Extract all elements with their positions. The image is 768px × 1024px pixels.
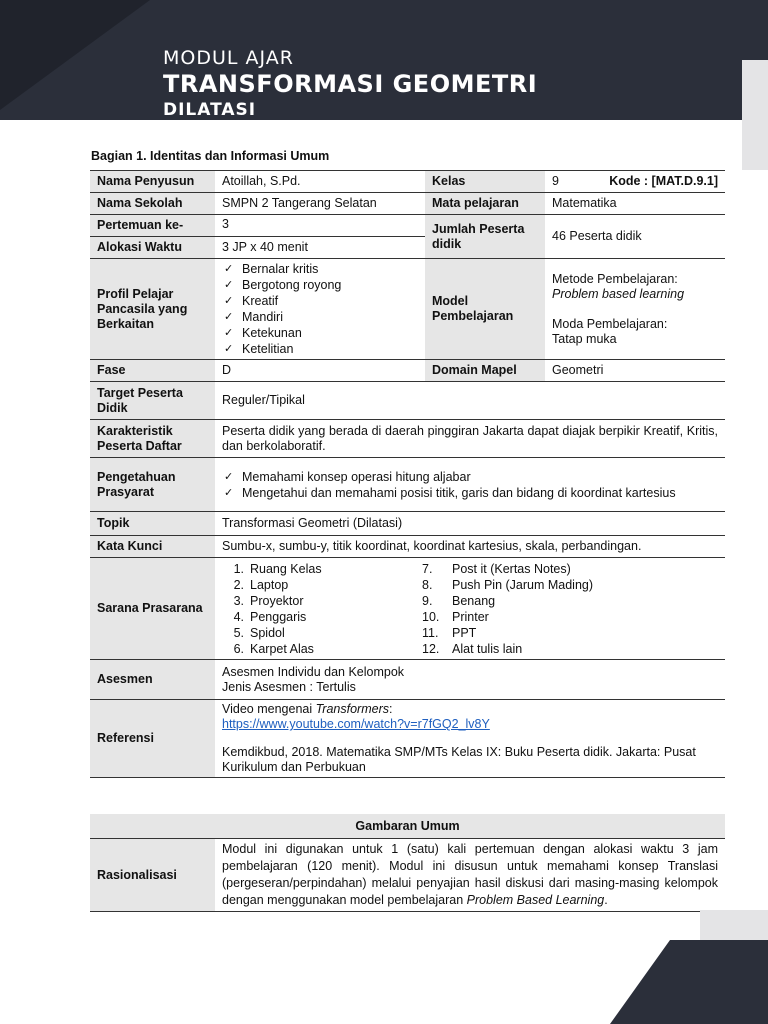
metode-value: Problem based learning <box>552 286 685 301</box>
value-domain: Geometri <box>545 360 725 382</box>
metode-label: Metode Pembelajaran: <box>552 271 678 286</box>
label-model: Model Pembelajaran <box>425 259 545 360</box>
value-prasyarat <box>215 458 725 512</box>
label-fase: Fase <box>90 360 215 382</box>
label-nama-sekolah: Nama Sekolah <box>90 193 215 215</box>
list-item: 1. Ruang Kelas <box>233 561 322 576</box>
list-item: 7. Post it (Kertas Notes) <box>422 561 571 576</box>
ref-book: Kemdikbud, 2018. Matematika SMP/MTs Kelas IX: Buku Peserta didik. Jakarta: Pusat Kurikulum dan Perbukuan <box>222 745 696 774</box>
profil-list <box>222 261 418 357</box>
value-alokasi: 3 JP x 40 menit <box>215 237 425 259</box>
label-asesmen: Asesmen <box>90 660 215 700</box>
label-pertemuan: Pertemuan ke- <box>90 215 215 237</box>
label-referensi: Referensi <box>90 700 215 778</box>
value-kelas <box>545 171 725 193</box>
value-karakteristik: Peserta didik yang berada di daerah pinggiran Jakarta dapat diajak berpikir Kreatif, Kritis, dan berkolaboratif. <box>215 420 725 458</box>
list-item: 8. Push Pin (Jarum Mading) <box>422 577 594 592</box>
prasyarat-list <box>222 469 718 501</box>
ref-video-link[interactable]: https://www.youtube.com/watch?v=r7fGQ2_lv8Y <box>222 717 490 731</box>
label-profil: Profil Pelajar Pancasila yang Berkaitan <box>90 259 215 360</box>
value-fase: D <box>215 360 425 382</box>
list-item: 11. PPT <box>422 625 477 640</box>
label-nama-penyusun: Nama Penyusun <box>90 171 215 193</box>
value-mapel: Matematika <box>545 193 725 215</box>
value-jumlah: 46 Peserta didik <box>545 215 725 259</box>
decoration-top-right <box>742 60 768 170</box>
section-title: Bagian 1. Identitas dan Informasi Umum <box>91 149 330 163</box>
sarana-col1 <box>222 561 422 657</box>
document-header <box>0 0 768 120</box>
kode: Kode : [MAT.D.9.1] <box>609 174 718 188</box>
value-pertemuan: 3 <box>215 215 425 237</box>
list-item: ✓ Mandiri <box>224 309 418 325</box>
header-line1: MODUL AJAR <box>163 47 294 69</box>
value-nama-sekolah: SMPN 2 Tangerang Selatan <box>215 193 425 215</box>
label-karakteristik: Karakteristik Peserta Daftar <box>90 420 215 458</box>
decoration-bottom-right <box>610 940 768 1024</box>
value-topik: Transformasi Geometri (Dilatasi) <box>215 512 725 536</box>
asesmen-line1: Asesmen Individu dan Kelompok <box>222 664 405 679</box>
list-item: ✓ Bergotong royong <box>224 277 418 293</box>
list-item: ✓ Bernalar kritis <box>224 261 418 277</box>
value-nama-penyusun: Atoillah, S.Pd. <box>215 171 425 193</box>
value-kata-kunci: Sumbu-x, sumbu-y, titik koordinat, koordinat kartesius, skala, perbandingan. <box>215 536 725 558</box>
header-decoration <box>0 0 160 120</box>
asesmen-line2: Jenis Asesmen : Tertulis <box>222 679 356 694</box>
label-kata-kunci: Kata Kunci <box>90 536 215 558</box>
label-topik: Topik <box>90 512 215 536</box>
list-item: ✓ Mengetahui dan memahami posisi titik, garis dan bidang di koordinat kartesius <box>224 485 718 501</box>
list-item: ✓ Ketekunan <box>224 325 418 341</box>
identitas-table <box>90 170 725 778</box>
label-mapel: Mata pelajaran <box>425 193 545 215</box>
list-item: 3. Proyektor <box>233 593 304 608</box>
value-rasionalisasi: Modul ini digunakan untuk 1 (satu) kali pertemuan dengan alokasi waktu 3 jam pembelajaran (120 menit). Modul ini disusun untuk memahami konsep Translasi (pergeseran/perpindahan) melalui penyajian hasil diskusi dari masing-masing kelompok dengan menggunakan model pembelajaran Problem Based Learning. <box>215 839 725 912</box>
header-subtitle: DILATASI <box>163 100 257 120</box>
label-prasyarat: Pengetahuan Prasyarat <box>90 458 215 512</box>
ref-video: Video mengenai Transformers: <box>222 702 393 716</box>
gambaran-table <box>90 814 725 912</box>
list-item: ✓ Memahami konsep operasi hitung aljabar <box>224 469 718 485</box>
list-item: 4. Penggaris <box>233 609 307 624</box>
moda-label: Moda Pembelajaran: <box>552 316 668 331</box>
list-item: ✓ Kreatif <box>224 293 418 309</box>
kelas-number: 9 <box>552 174 559 188</box>
list-item: 5. Spidol <box>233 625 285 640</box>
list-item: 6. Karpet Alas <box>233 641 314 656</box>
value-sarana <box>215 558 725 660</box>
label-jumlah: Jumlah Peserta didik <box>425 215 545 259</box>
value-referensi <box>215 700 725 778</box>
list-item: 10. Printer <box>422 609 489 624</box>
value-profil <box>215 259 425 360</box>
list-item: 2. Laptop <box>233 577 289 592</box>
moda-value: Tatap muka <box>552 331 617 346</box>
label-alokasi: Alokasi Waktu <box>90 237 215 259</box>
list-item: 9. Benang <box>422 593 496 608</box>
label-rasionalisasi: Rasionalisasi <box>90 839 215 912</box>
value-model <box>545 259 725 360</box>
label-target: Target Peserta Didik <box>90 382 215 420</box>
label-kelas: Kelas <box>425 171 545 193</box>
value-target: Reguler/Tipikal <box>215 382 725 420</box>
label-sarana: Sarana Prasarana <box>90 558 215 660</box>
gambaran-heading: Gambaran Umum <box>90 814 725 839</box>
list-item: 12. Alat tulis lain <box>422 641 523 656</box>
list-item: ✓ Ketelitian <box>224 341 418 357</box>
sarana-col2 <box>422 561 622 657</box>
value-asesmen <box>215 660 725 700</box>
header-title: TRANSFORMASI GEOMETRI <box>163 70 538 98</box>
label-domain: Domain Mapel <box>425 360 545 382</box>
